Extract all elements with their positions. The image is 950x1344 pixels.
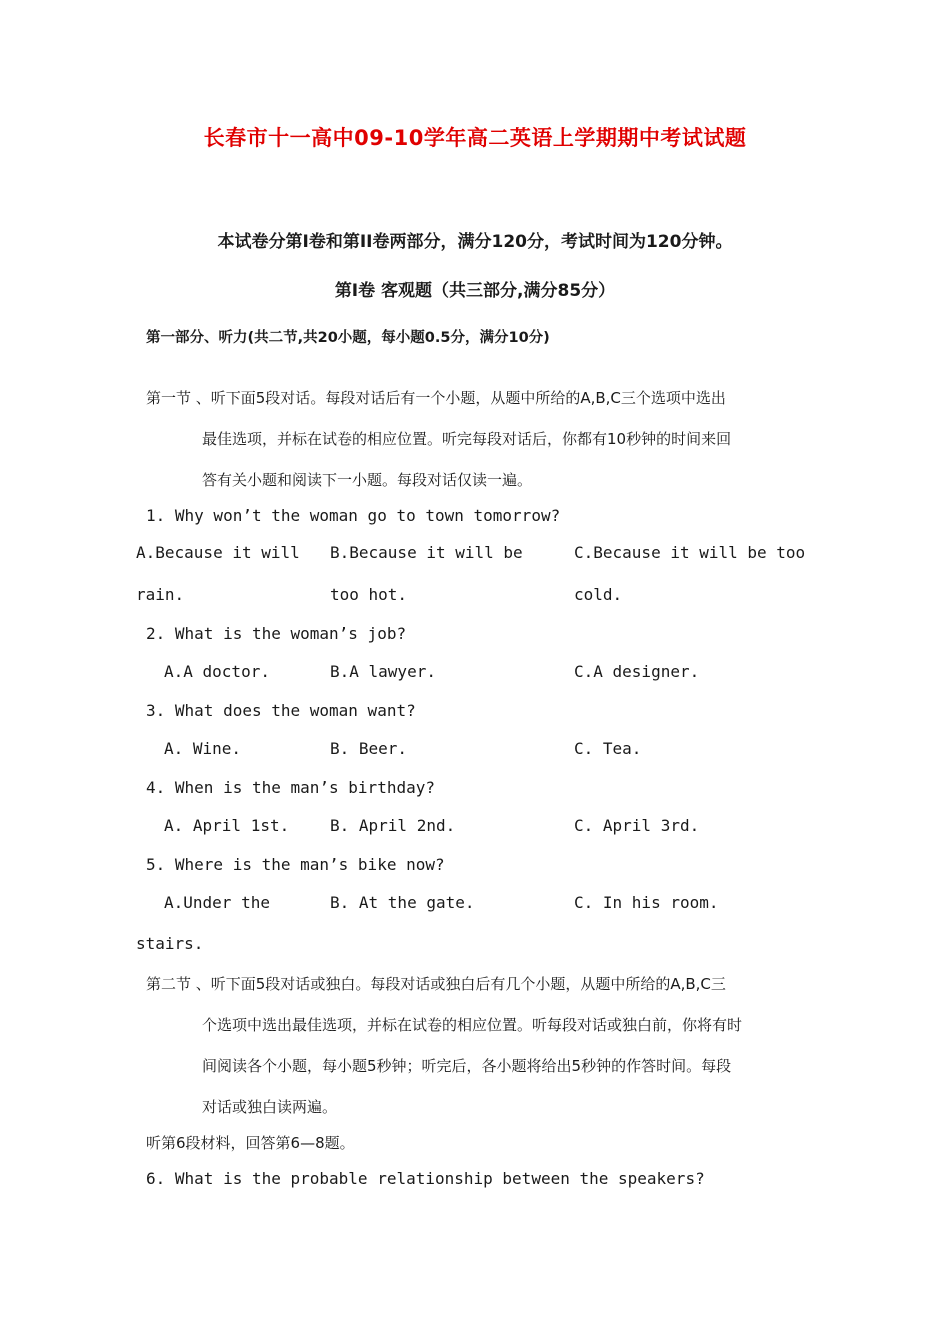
section1-line: 第一节 、听下面5段对话。每段对话后有一个小题，从题中所给的A,B,C三个选项中选出 [146,389,726,407]
page-title: 长春市十一高中09-10学年高二英语上学期期中考试试题 [203,126,747,150]
part-heading: 第一部分、听力(共二节,共20小题，每小题0.5分，满分10分) [146,330,550,346]
section2-line: 对话或独白读两遍。 [202,1098,338,1116]
option-c: C.Because it will be too [574,543,806,562]
option-b: B. At the gate. [330,893,475,912]
section2-line: 个选项中选出最佳选项，并标在试卷的相应位置。听每段对话或独白前，你将有时 [202,1016,743,1034]
option-a: A.Under the [164,893,270,912]
option-b: B. April 2nd. [330,816,456,835]
section2-line: 第二节 、听下面5段对话或独白。每段对话或独白后有几个小题，从题中所给的A,B,C三 [146,975,726,993]
material-instruction: 听第6段材料，回答第6—8题。 [146,1134,355,1152]
section1-line: 最佳选项，并标在试卷的相应位置。听完每段对话后，你都有10秒钟的时间来回 [202,430,732,448]
section1-line: 答有关小题和阅读下一小题。每段对话仅读一遍。 [202,471,533,489]
section2-line: 间阅读各个小题，每小题5秒钟；听完后，各小题将给出5秒钟的作答时间。每段 [202,1057,732,1075]
option-a: rain. [136,585,185,604]
option-a: A. Wine. [164,739,242,758]
option-b: B. Beer. [330,739,408,758]
question-text: 4. When is the man’s birthday? [146,778,435,797]
option-a: A. April 1st. [164,816,290,835]
option-b: B.Because it will be [330,543,523,562]
option-a: A.A doctor. [164,662,270,681]
volume-heading: 第Ⅰ卷 客观题（共三部分,满分85分） [334,281,616,301]
question-text: 5. Where is the man’s bike now? [146,855,445,874]
option-a: stairs. [136,934,204,953]
option-c: cold. [574,585,623,604]
question-text: 1. Why won’t the woman go to town tomorrow? [146,506,561,525]
option-c: C. April 3rd. [574,816,700,835]
question-text: 2. What is the woman’s job? [146,624,407,643]
question-text: 3. What does the woman want? [146,701,416,720]
option-c: C. In his room. [574,893,719,912]
option-c: C.A designer. [574,662,700,681]
option-b: too hot. [330,585,408,604]
option-b: B.A lawyer. [330,662,436,681]
question-text: 6. What is the probable relationship between the speakers? [146,1169,705,1188]
option-c: C. Tea. [574,739,642,758]
option-a: A.Because it will [136,543,300,562]
intro-text: 本试卷分第Ⅰ卷和第II卷两部分，满分120分，考试时间为120分钟。 [217,232,733,252]
